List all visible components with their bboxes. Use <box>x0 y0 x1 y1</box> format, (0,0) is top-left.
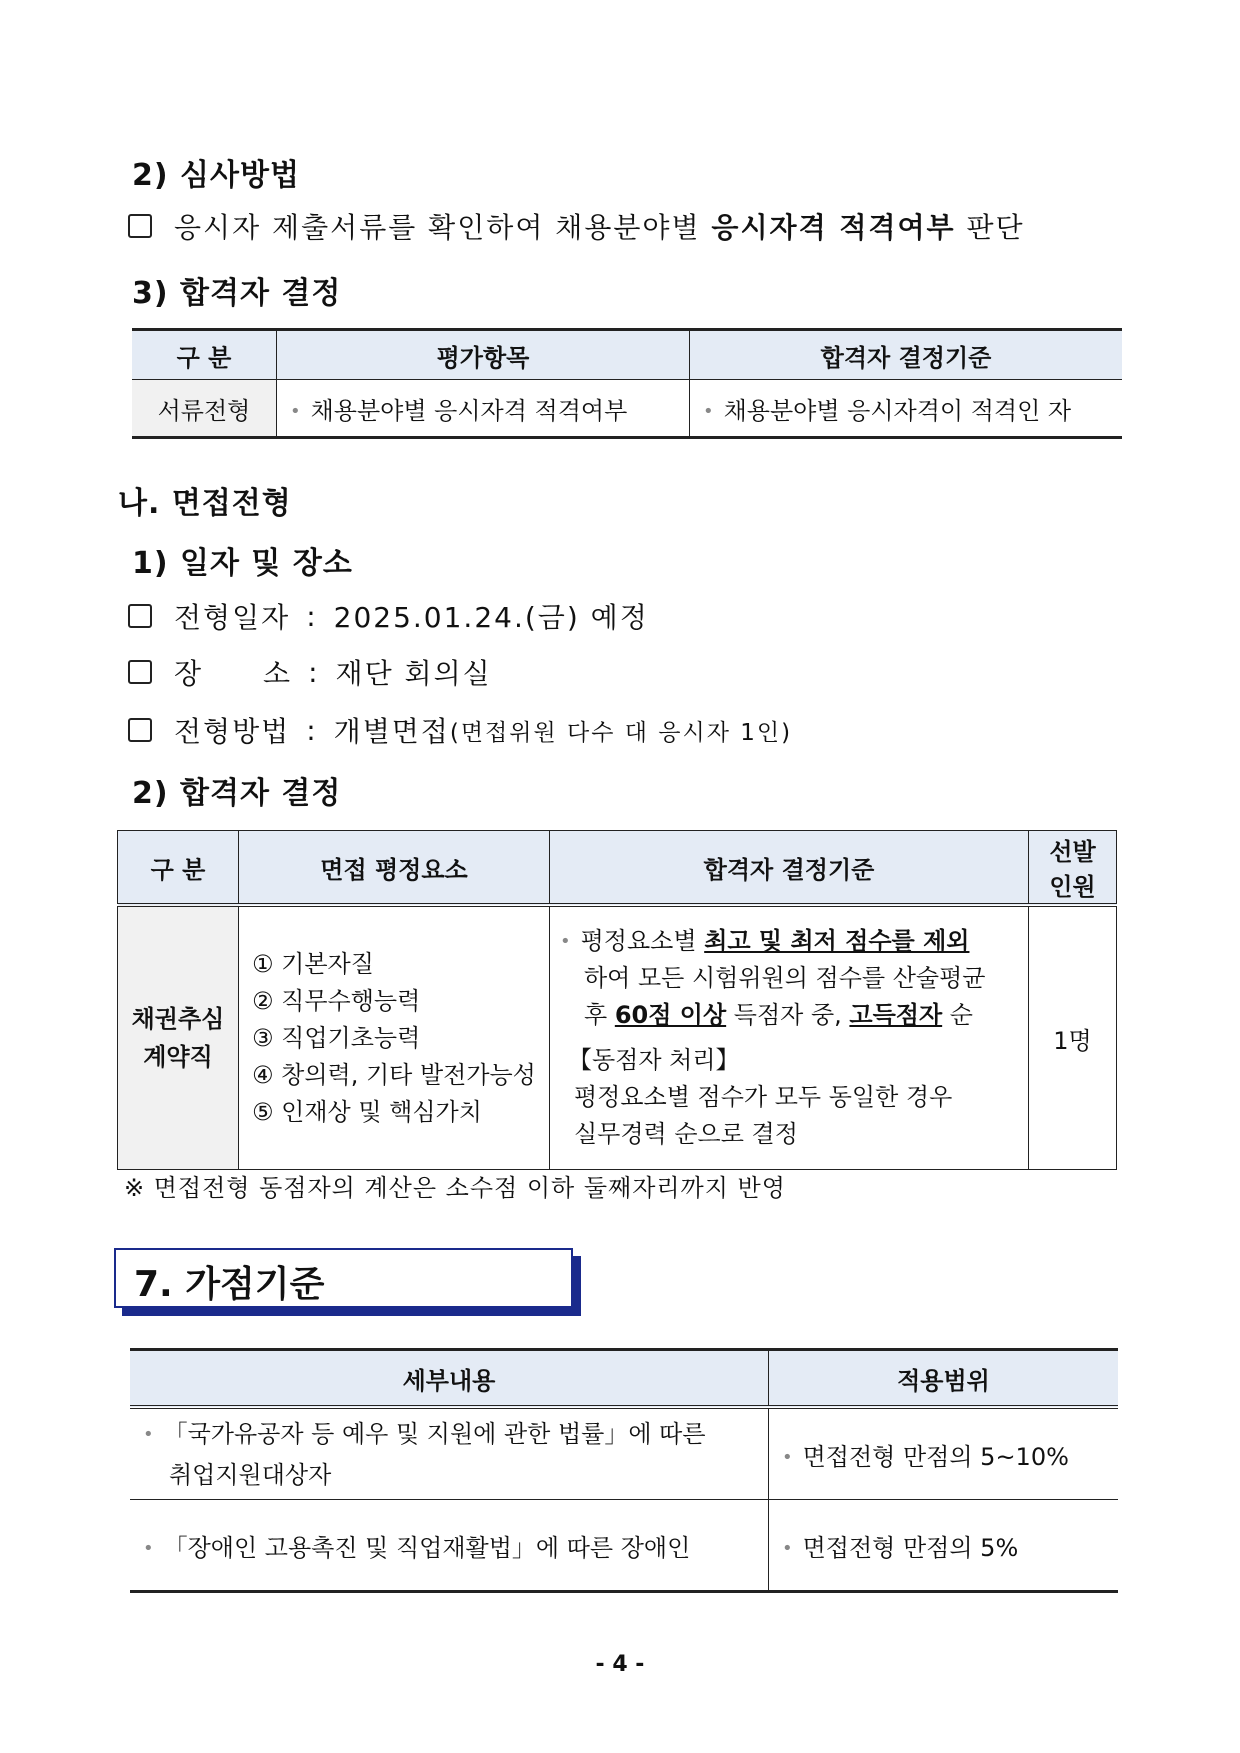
list-item: ① 기본자질 <box>252 949 374 978</box>
list-item: ③ 직업기초능력 <box>252 1023 421 1052</box>
interview-date-label: 전형일자 <box>174 601 291 634</box>
criteria-emphasis: 60점 이상 <box>614 1001 727 1030</box>
row-scope <box>769 1500 1119 1592</box>
page-number: - 4 - <box>595 1652 645 1677</box>
bullet-dot-icon: • <box>560 931 571 953</box>
separator: : <box>308 655 320 689</box>
row-criteria <box>550 905 1029 1170</box>
table-header-category: 구 분 <box>132 330 277 380</box>
review-method-item <box>128 206 1025 246</box>
review-method-text-pre: 응시자 제출서류를 확인하여 채용분야별 <box>174 211 712 244</box>
bullet-dot-icon: • <box>143 1423 154 1445</box>
bullet-dot-icon: • <box>290 401 301 422</box>
interview-pass-table <box>117 830 1117 1170</box>
checkbox-square-icon <box>128 214 152 238</box>
criteria-text: 순 <box>942 1001 973 1030</box>
bullet-dot-icon: • <box>703 401 714 422</box>
interview-method-item <box>128 710 792 750</box>
table-header-count <box>1029 831 1117 906</box>
tie-line-1: 평정요소별 점수가 모두 동일한 경우 <box>574 1083 953 1112</box>
row-criteria-text: 채용분야별 응시자격이 적격인 자 <box>723 396 1072 425</box>
section-title-date-place: 1) 일자 및 장소 <box>132 546 353 581</box>
list-item: ⑤ 인재상 및 핵심가치 <box>252 1097 482 1126</box>
separator: : <box>306 599 318 633</box>
interview-method-label: 전형방법 <box>174 715 291 748</box>
tie-note: ※ 면접전형 동점자의 계산은 소수점 이하 둘째자리까지 반영 <box>124 1174 786 1202</box>
bullet-dot-icon: • <box>782 1447 793 1468</box>
row-detail <box>130 1500 769 1592</box>
criteria-text: 후 <box>584 1001 615 1030</box>
bullet-dot-icon: • <box>782 1538 793 1559</box>
tie-line-2: 실무경력 순으로 결정 <box>574 1120 798 1149</box>
table-header-criteria: 합격자 결정기준 <box>690 330 1123 380</box>
table-row <box>118 905 1117 1170</box>
table-header-detail: 세부내용 <box>130 1350 769 1408</box>
table-header-category: 구 분 <box>118 831 239 906</box>
interview-method-note: (면접위원 다수 대 응시자 1인) <box>449 719 793 746</box>
row-criteria <box>690 380 1123 438</box>
review-method-text-post: 판단 <box>955 211 1025 244</box>
criteria-line-3 <box>560 997 1027 1034</box>
interview-place-value: 재단 회의실 <box>335 657 492 690</box>
checkbox-square-icon <box>128 660 152 684</box>
table-row <box>130 1407 1118 1500</box>
section-title-review-method: 2) 심사방법 <box>132 158 300 193</box>
separator: : <box>306 713 318 747</box>
criteria-emphasis: 고득점자 <box>849 1001 943 1030</box>
checkbox-square-icon <box>128 718 152 742</box>
table-header-eval-item: 평가항목 <box>277 330 690 380</box>
table-header-criteria: 합격자 결정기준 <box>550 831 1029 906</box>
row-count: 1명 <box>1029 905 1117 1170</box>
row-scope <box>769 1407 1119 1500</box>
list-item: ④ 창의력, 기타 발전가능성 <box>252 1060 536 1089</box>
section-title-interview-pass: 2) 합격자 결정 <box>132 776 342 811</box>
row-detail-text: 「국가유공자 등 예우 및 지원에 관한 법률」에 따른 <box>163 1419 706 1448</box>
interview-date-item <box>128 596 649 636</box>
table-row <box>132 380 1122 438</box>
criteria-text: 평정요소별 <box>580 926 705 955</box>
criteria-line-1 <box>560 923 1027 961</box>
row-category: 서류전형 <box>132 380 277 438</box>
row-eval-item-text: 채용분야별 응시자격 적격여부 <box>310 396 628 425</box>
section-title-box <box>114 1248 573 1308</box>
document-review-table <box>132 328 1122 439</box>
checkbox-square-icon <box>128 604 152 628</box>
table-header-elements: 면접 평정요소 <box>239 831 550 906</box>
criteria-line-2: 하여 모든 시험위원의 점수를 산술평균 <box>584 964 986 993</box>
bullet-dot-icon: • <box>143 1538 154 1559</box>
table-header-count-line2: 인원 <box>1049 873 1096 901</box>
interview-place-label: 장 소 <box>174 657 293 690</box>
interview-place-item <box>128 652 492 692</box>
row-detail <box>130 1407 769 1500</box>
table-header-count-line1: 선발 <box>1049 838 1096 866</box>
review-method-text-bold: 응시자격 적격여부 <box>711 211 956 244</box>
criteria-emphasis: 최고 및 최저 점수를 제외 <box>704 926 970 955</box>
row-scope-text: 면접전형 만점의 5% <box>802 1533 1019 1562</box>
interview-date-value: 2025.01.24.(금) 예정 <box>333 601 649 634</box>
tie-title: 【동점자 처리】 <box>568 1046 740 1075</box>
row-detail-line1 <box>131 1414 767 1455</box>
table-row <box>130 1500 1118 1592</box>
table-header-scope: 적용범위 <box>769 1350 1119 1408</box>
bonus-table <box>130 1348 1118 1593</box>
row-elements <box>239 905 550 1170</box>
section-title-interview: 나. 면접전형 <box>118 486 292 521</box>
row-category-line2: 계약직 <box>143 1043 213 1071</box>
criteria-text: 득점자 중, <box>726 1001 850 1030</box>
row-eval-item <box>277 380 690 438</box>
row-detail-text: 「장애인 고용촉진 및 직업재활법」에 따른 장애인 <box>163 1533 691 1562</box>
row-category-line1: 채권추심 <box>131 1005 225 1033</box>
section-title-pass-decision: 3) 합격자 결정 <box>132 276 342 311</box>
interview-method-value: 개별면접 <box>333 715 450 748</box>
section-title-bonus: 7. 가점기준 <box>134 1264 325 1305</box>
row-detail-line2: 취업지원대상자 <box>169 1460 332 1489</box>
list-item: ② 직무수행능력 <box>252 986 421 1015</box>
row-scope-text: 면접전형 만점의 5~10% <box>802 1442 1069 1471</box>
row-category <box>118 905 239 1170</box>
